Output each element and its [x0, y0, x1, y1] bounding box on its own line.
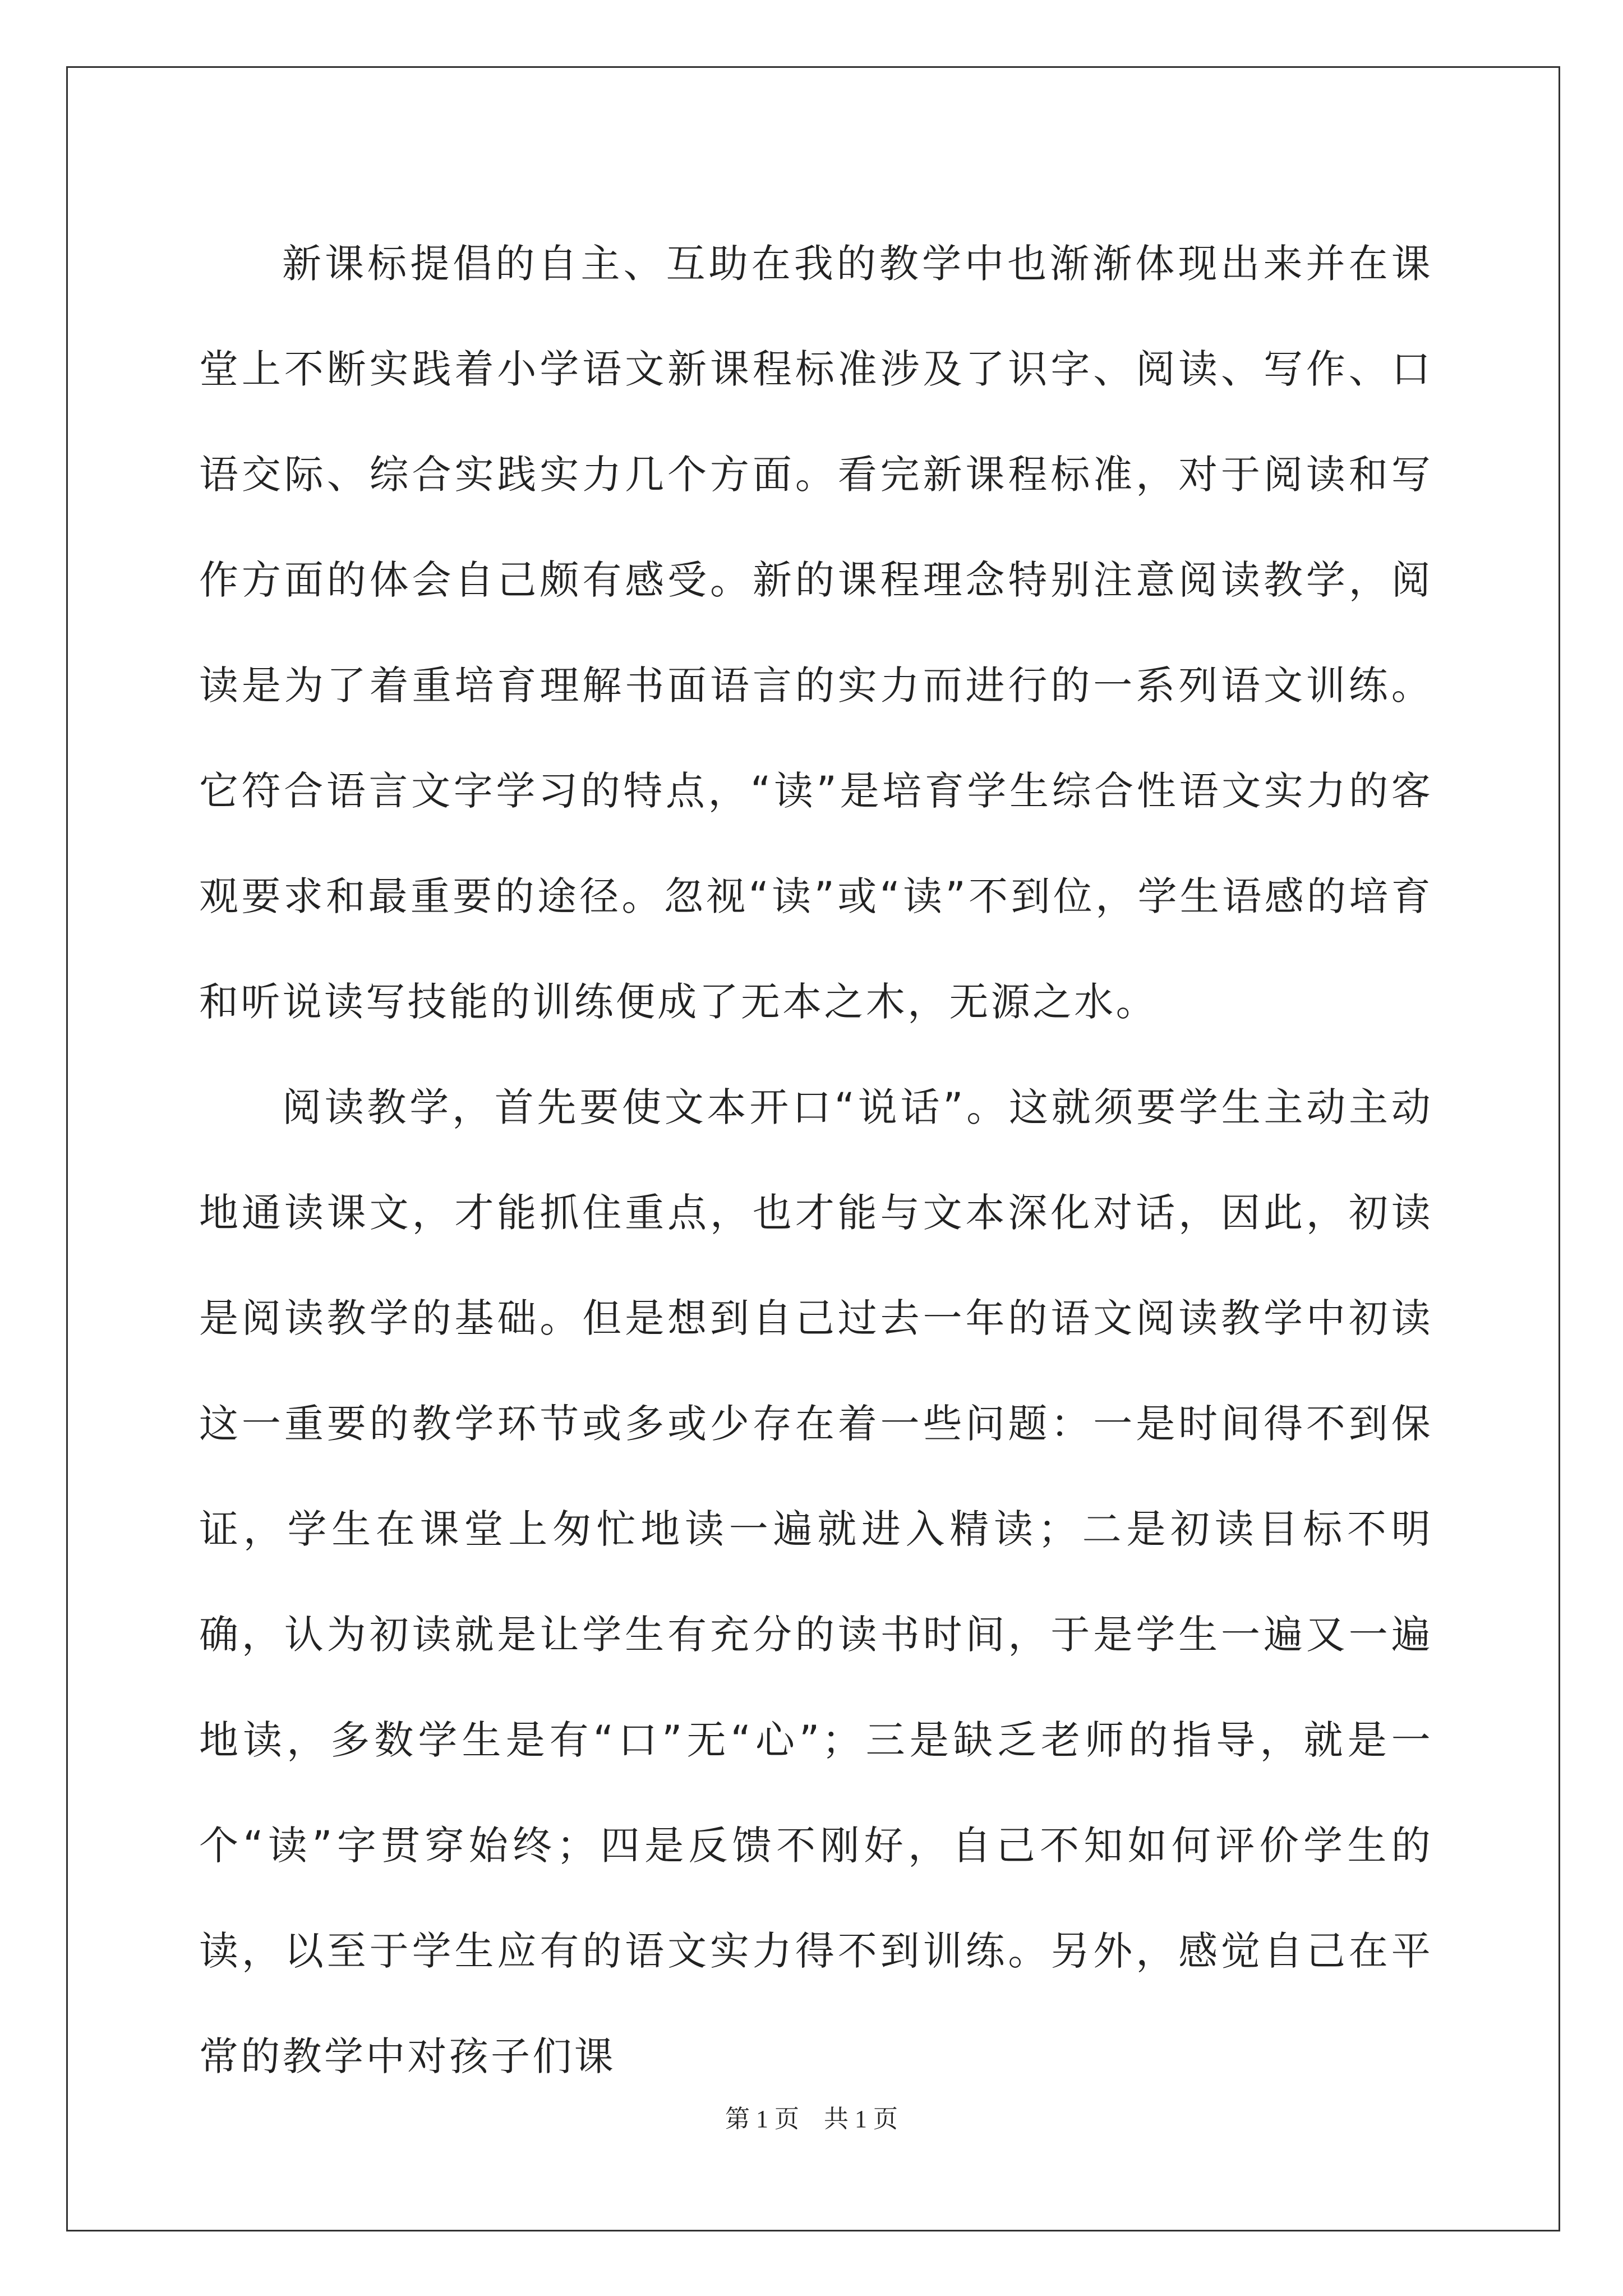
paragraph-1: 新课标提倡的自主、互助在我的教学中也渐渐体现出来并在课堂上不断实践着小学语文新课程标准涉及了识字、阅读、写作、口语交际、综合实践实力几个方面。看完新课程标准，对于阅读和写作方面的体会自己颇有感受。新的课程理念特别注意阅读教学，阅读是为了着重培育理解书面语言的实力而进行的一系列语文训练。它符合语言文字学习的特点，“读”是培育学生综合性语文实力的客观要求和最重要的途径。忽视“读”或“读”不到位，学生语感的培育和听说读写技能的训练便成了无本之木，无源之水。 [199, 241, 1433, 1025]
paragraph-2: 阅读教学，首先要使文本开口“说话”。这就须要学生主动主动地通读课文，才能抓住重点，也才能与文本深化对话，因此，初读是阅读教学的基础。但是想到自己过去一年的语文阅读教学中初读这一重要的教学环节或多或少存在着一些问题：一是时间得不到保证，学生在课堂上匆忙地读一遍就进入精读；二是初读目标不明确，认为初读就是让学生有充分的读书时间，于是学生一遍又一遍地读，多数学生是有“口”无“心”；三是缺乏老师的指导，就是一个“读”字贯穿始终；四是反馈不刚好，自己不知如何评价学生的读，以至于学生应有的语文实力得不到训练。另外，感觉自己在平常的教学中对孩子们课 [199, 1084, 1433, 2079]
page-number-footer: 第 1 页 共 1 页 [725, 2105, 898, 2133]
document-body [199, 211, 1433, 2109]
